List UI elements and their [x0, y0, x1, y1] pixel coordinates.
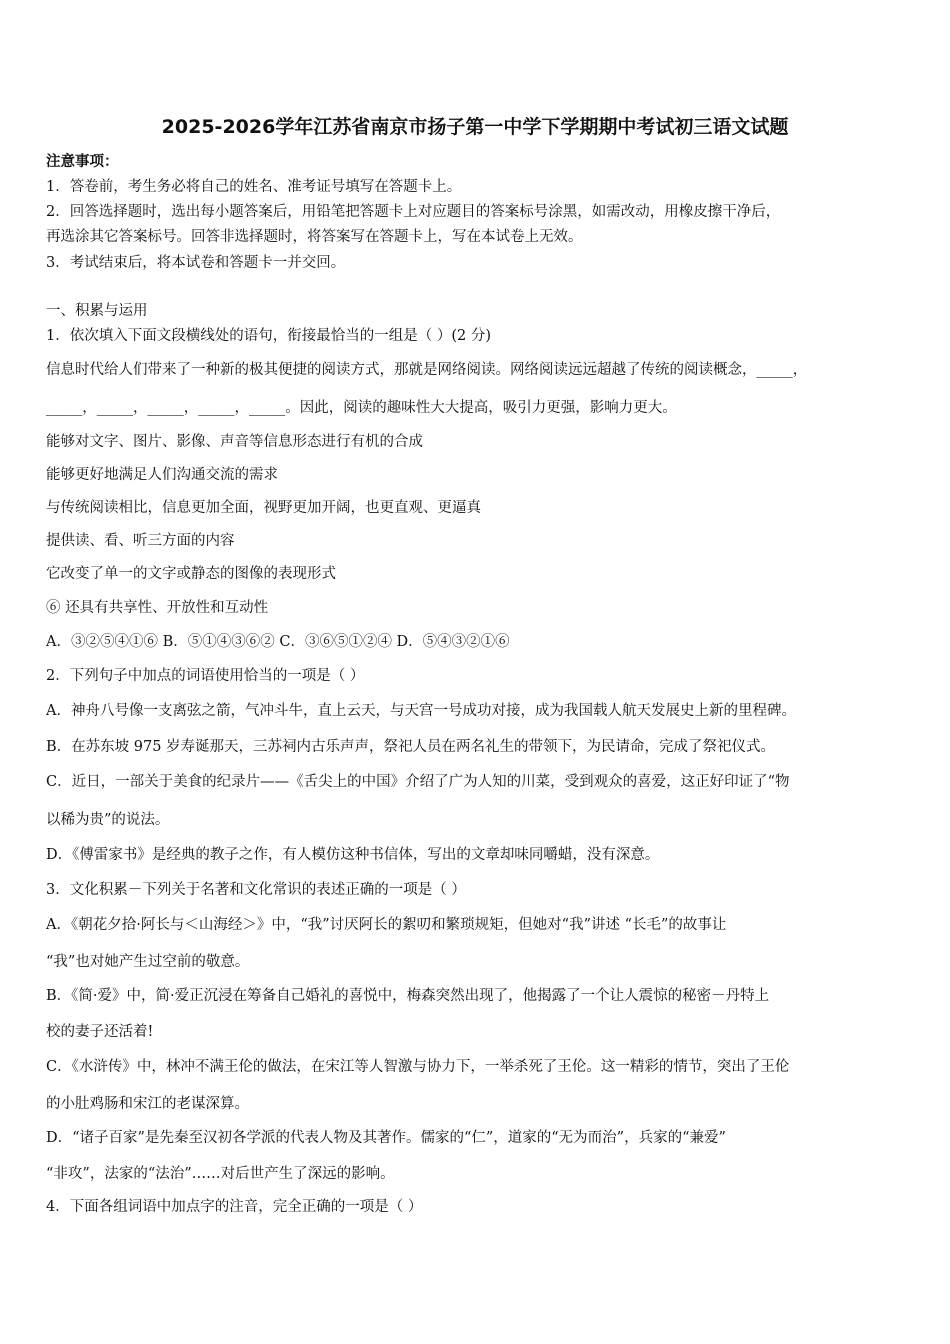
q2-option-c: C．近日，一部关于美食的纪录片——《舌尖上的中国》介绍了广为人知的川菜，受到观众的喜爱，这正好印证了“物 — [46, 774, 790, 790]
q1-passage-line-2: _____，_____，_____，_____，_____。因此，阅读的趣味性大大提高，吸引力更强，影响力更大。 — [46, 400, 677, 416]
q3-option-c: C．《水浒传》中，林冲不满王伦的做法，在宋江等人智激与协力下，一举杀死了王伦。这一精彩的情节，突出了王伦 — [46, 1059, 790, 1075]
notice-item-3: 3．考试结束后，将本试卷和答题卡一并交回。 — [46, 255, 346, 271]
q3-stem: 3．文化积累－下列关于名著和文化常识的表述正确的一项是（ ） — [46, 882, 466, 898]
q1-stem: 1．依次填入下面文段横线处的语句，衔接最恰当的一组是（ ）(2 分) — [46, 328, 491, 344]
q1-sentence-4: 提供读、看、听三方面的内容 — [46, 533, 235, 549]
q2-option-b: B．在苏东坡 975 岁寿诞那天，三苏祠内古乐声声，祭祀人员在两名礼生的带领下，为民请命，完成了祭祀仪式。 — [46, 739, 776, 755]
q1-sentence-6: ⑥ 还具有共享性、开放性和互动性 — [46, 600, 269, 616]
section-heading: 一、积累与运用 — [46, 303, 148, 319]
q3-option-b: B．《简·爱》中，简·爱正沉浸在筹备自己婚礼的喜悦中，梅森突然出现了，他揭露了一个让人震惊的秘密－丹特上 — [46, 988, 770, 1004]
q1-sentence-3: 与传统阅读相比，信息更加全面，视野更加开阔，也更直观、更逼真 — [46, 500, 481, 516]
q1-passage-line-1: 信息时代给人们带来了一种新的极其便捷的阅读方式，那就是网络阅读。网络阅读远远超越了传统的阅读概念，_____， — [46, 362, 808, 378]
q1-sentence-2: 能够更好地满足人们沟通交流的需求 — [46, 467, 278, 483]
q2-option-d: D．《傅雷家书》是经典的教子之作，有人模仿这种书信体，写出的文章却味同嚼蜡，没有深意。 — [46, 847, 660, 863]
q3-option-a-cont: “我”也对她产生过空前的敬意。 — [46, 954, 250, 970]
q2-option-c-cont: 以稀为贵”的说法。 — [46, 812, 170, 828]
page-title: 2025-2026学年江苏省南京市扬子第一中学下学期期中考试初三语文试题 — [161, 116, 789, 138]
q1-options: A．③②⑤④①⑥ B．⑤①④③⑥② C．③⑥⑤①②④ D．⑤④③②①⑥ — [46, 634, 510, 650]
notice-item-2-cont: 再选涂其它答案标号。回答非选择题时，将答案写在答题卡上，写在本试卷上无效。 — [46, 229, 583, 245]
q3-option-a: A．《朝花夕拾·阿长与＜山海经＞》中，“我”讨厌阿长的絮叨和繁琐规矩，但她对“我”讲述 “长毛”的故事让 — [46, 917, 727, 933]
q1-sentence-1: 能够对文字、图片、影像、声音等信息形态进行有机的合成 — [46, 434, 423, 450]
notice-item-2: 2．回答选择题时，选出每小题答案后，用铅笔把答题卡上对应题目的答案标号涂黑，如需改动，用橡皮擦干净后， — [46, 204, 781, 220]
q4-stem: 4．下面各组词语中加点字的注音，完全正确的一项是（ ） — [46, 1199, 423, 1215]
q3-option-d-cont: “非攻”，法家的“法治”……对后世产生了深远的影响。 — [46, 1166, 395, 1182]
q3-option-d: D．“诸子百家”是先秦至汉初各学派的代表人物及其著作。儒家的“仁”，道家的“无为而治”，兵家的“兼爱” — [46, 1130, 726, 1146]
q3-option-c-cont: 的小肚鸡肠和宋江的老谋深算。 — [46, 1096, 249, 1112]
notice-item-1: 1．答卷前，考生务必将自己的姓名、准考证号填写在答题卡上。 — [46, 179, 462, 195]
q3-option-b-cont: 校的妻子还活着! — [46, 1024, 154, 1040]
q2-stem: 2．下列句子中加点的词语使用恰当的一项是（ ） — [46, 668, 365, 684]
notice-heading: 注意事项： — [46, 153, 119, 170]
q2-option-a: A．神舟八号像一支离弦之箭，气冲斗牛，直上云天，与天宫一号成功对接，成为我国载人航天发展史上新的里程碑。 — [46, 703, 796, 719]
q1-sentence-5: 它改变了单一的文字或静态的图像的表现形式 — [46, 566, 336, 582]
